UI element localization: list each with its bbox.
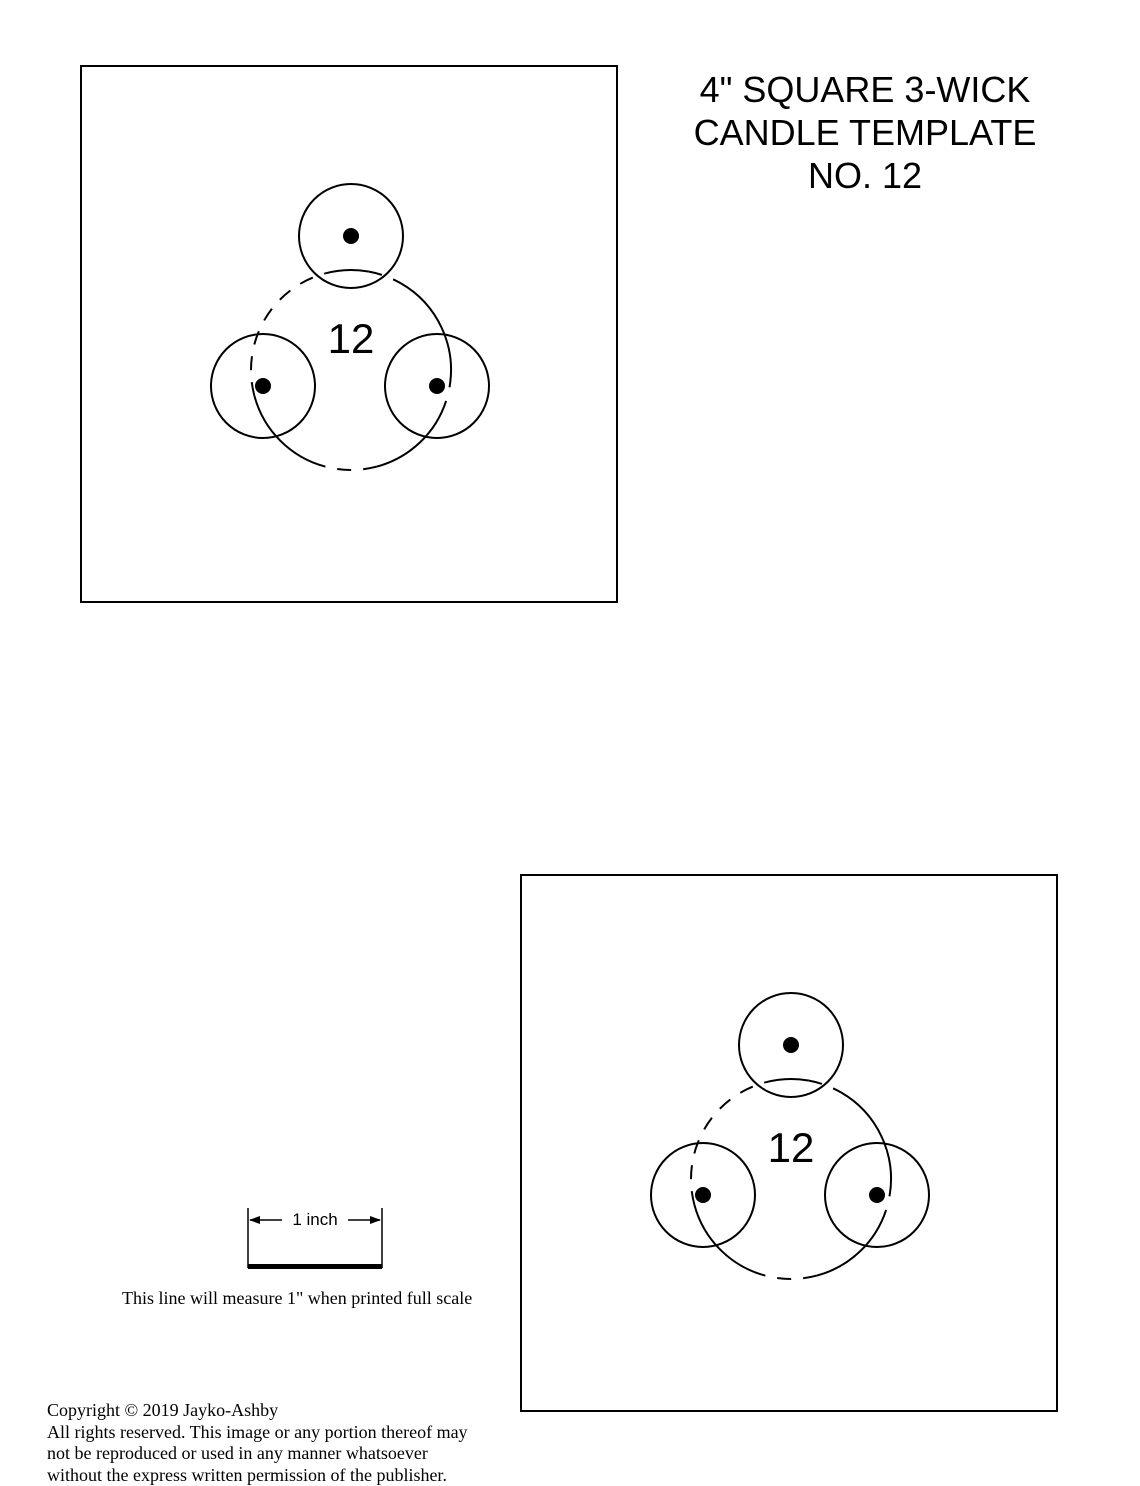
spacing-circle-arc xyxy=(765,1079,808,1082)
spacing-circle-arc xyxy=(325,270,368,273)
wick-dot xyxy=(783,1037,799,1053)
title-line-3: NO. 12 xyxy=(660,154,1070,197)
spacing-circle-dashed-arc xyxy=(808,1081,841,1093)
wick-dot xyxy=(429,378,445,394)
spacing-circle-dashed-arc xyxy=(325,467,377,470)
candle-template-top xyxy=(80,65,618,603)
copyright-line-4: without the express written permission of the publisher. xyxy=(47,1465,527,1486)
copyright-line-3: not be reproduced or used in any manner whatsoever xyxy=(47,1443,527,1465)
candle-template-bottom xyxy=(520,874,1058,1412)
wick-dot xyxy=(343,228,359,244)
spacing-circle-arc xyxy=(817,1210,886,1276)
template-number: 12 xyxy=(311,318,391,360)
template-number: 12 xyxy=(751,1127,831,1169)
title-line-2: CANDLE TEMPLATE xyxy=(660,111,1070,154)
scale-bar xyxy=(246,1206,384,1270)
title-line-1: 4" SQUARE 3-WICK xyxy=(660,68,1070,111)
copyright-notice xyxy=(47,1400,527,1486)
scale-measure-line xyxy=(248,1264,382,1269)
wick-dot xyxy=(869,1187,885,1203)
scale-label: 1 inch xyxy=(288,1210,341,1229)
spacing-circle-dashed-arc xyxy=(368,272,401,284)
wick-dot xyxy=(695,1187,711,1203)
spacing-circle-arc xyxy=(377,401,446,467)
spacing-circle-dashed-arc xyxy=(765,1276,817,1279)
copyright-line-1: Copyright © 2019 Jayko-Ashby xyxy=(47,1400,527,1422)
template-title xyxy=(660,68,1070,197)
scale-note: This line will measure 1" when printed full scale xyxy=(122,1288,472,1309)
copyright-line-2: All rights reserved. This image or any portion thereof may xyxy=(47,1422,527,1444)
wick-dot xyxy=(255,378,271,394)
